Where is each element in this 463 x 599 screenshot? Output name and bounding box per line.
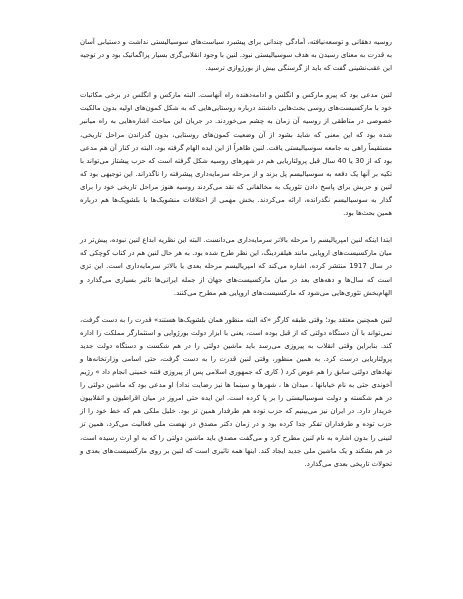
paragraph-1: روسیه دهقانی و توسعه‌نیافته، آمادگی چندانی برای پیشبرد سیاست‌های سوسیالیستی نداشت و دستیابی آسان به قدرت به معنای رسیدن به هدف سوسیالیستی نبود. لنین با وجود انقلابی‌گری بسیار پراگماتیک بود و در توجیه این عقب‌نشینی گفت که باید از گرسنگی بیش از بورژوازی ترسید. bbox=[80, 38, 392, 73]
document-page bbox=[80, 36, 392, 485]
paragraph-3: ابتدا اینکه لنین امپریالیسم را مرحله بالاتر سرمایه‌داری می‌دانست. البته این نظریه ابداع لنین نبوده، پیش‌تر در میان مارکسیست‌های اروپایی مانند هیلفردینگ، این نظر طرح شده بود. به هر حال لنین هم در کتاب کوچکی که در سال 1917 منتشر کرده، اشاره می‌کند که امپریالیسم مرحله بعدی یا بالاتر سرمایه‌داری است. این تزی است که سال‌ها و دهه‌های بعد در میان مارکسیست‌های جهان از جمله ایرانی‌ها تاثیر بسیاری می‌گذارد و الهام‌بخش تئوری‌هایی می‌شود که مارکسیست‌های اروپایی هم مطرح می‌کنند. bbox=[80, 236, 392, 297]
paragraph-2: لنین مدعی بود که پیرو مارکس و انگلس و ادامه‌دهنده راه آنهاست. البته مارکس و انگلس در برخی مکاتبات خود با مارکسیست‌های روسی بحث‌هایی داشتند درباره روستایی‌هایی که به شکل کمون‌های اولیه بدون مالکیت خصوصی در مناطقی از روسیه آن زمان به چشم می‌خوردند. در جریان این مباحث اشاره‌هایی به راه میانبر شده بود که این معنی که شاید بشود از آن وضعیت کمون‌های روستایی، بدون گذراندن مراحل تاریخی، مستقیماً راهی به جامعه سوسیالیستی یافت. لنین ظاهراً از این ایده الهام گرفته بود، البته در کنار آن هم مدعی بود که از 30 یا 40 سال قبل پرولتاریایی هم در شهرهای روسیه شکل گرفته است که حزب پیشتاز می‌تواند با تکیه بر آنها یک دفعه به سوسیالیسم پل بزند و از مرحله سرمایه‌داری پیشرفته را ناگذراند. این توجیهی بود که لنین و حزبش برای پاسخ دادن تئوریک به مخالفانی که نقد می‌کردند روسیه هنوز مراحل تاریخی خود را برای گذار به سوسیالیسم نگذرانده، ارائه می‌کردند. بخش مهمی از اختلافات منشویک‌ها با بلشویک‌ها هم درباره همین بحث‌ها بود. bbox=[80, 91, 392, 218]
paragraph-4: لنین همچنین معتقد بود؛ وقتی طبقه کارگر «که البته منظور همان بلشویک‌ها هستند» قدرت را به دست گرفت، نمی‌تواند با آن دستگاه دولتی که از قبل بوده است، یعنی با ابزار دولت بورژوایی و استثمارگر مملکت را اداره کند. بنابراین وقتی انقلاب به پیروزی می‌رسد باید ماشین دولتی را در هم شکست و دستگاه دولت جدید پرولتاریایی درست کرد. به همین منظور، وقتی لنین قدرت را به دست گرفت، حتی اسامی وزارتخانه‌ها و نهادهای دولتی سابق را هم عوض کرد ( کاری که جمهوری اسلامی پس از پیروزی فتنه خمینی انجام داد » رژیم آخوندی حتی به نام خیابانها ، میدان ها ، شهرها و سینما ها نیز رضایت نداد) او مدعی بود که ماشین دولتی را در هم شکسته و دولت سوسیالیستی را بر پا کرده است. این ایده حتی امروز در میان اقراطیون و انقلابیون خریدار دارد. در ایران نیز می‌بینیم که حزب توده هم طرفدار همین تز بود. خلیل ملکی هم که خط خود را از حزب توده و طرفداران تفکر جدا کرده بود و در زمان دکتر مصدق در نهضت ملی فعالیت می‌کرد، همین تز لنینی را بدون اشاره به نام لنین مطرح کرد و می‌گفت مصدق باید ماشین دولتی را که به او ارث رسیده است، در هم بشکند و یک ماشین ملی جدید ایجاد کند. اینها همه تاثیری است که لنین بر روی مارکسیست‌های بعدی و تحولات تاریخی بعدی می‌گذارد. bbox=[80, 315, 392, 468]
